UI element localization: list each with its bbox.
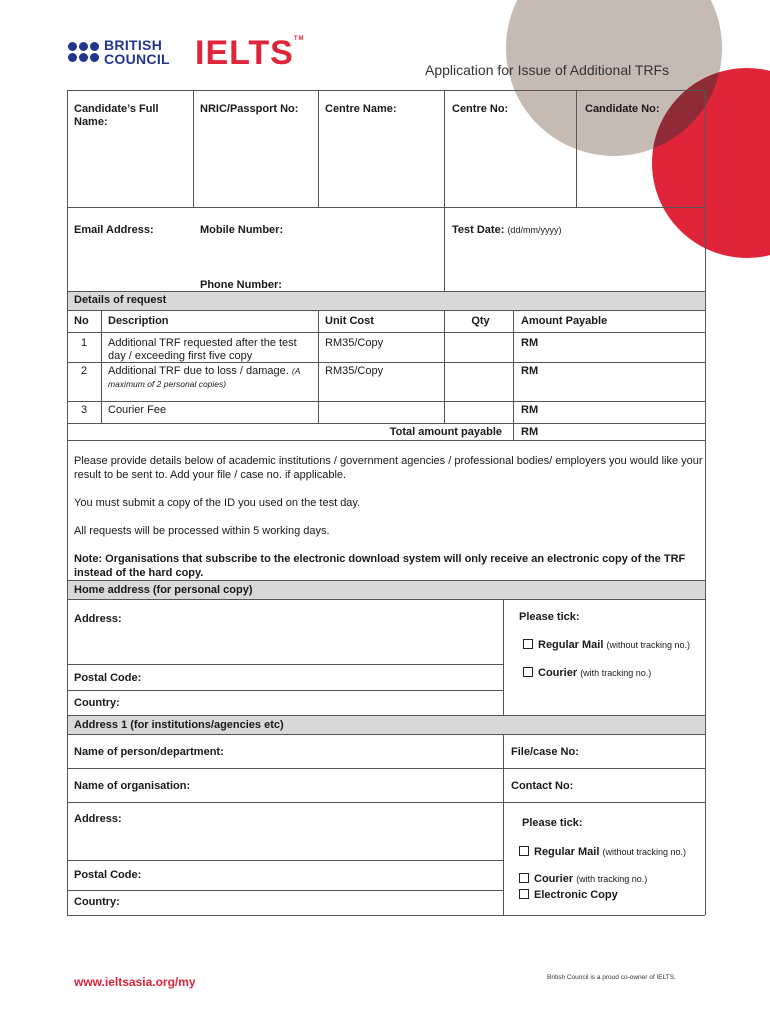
grid-line-vertical bbox=[318, 310, 319, 423]
row-2-description bbox=[108, 365, 308, 391]
institution-country-label: Country: bbox=[74, 896, 120, 908]
grid-line-horizontal bbox=[67, 599, 705, 600]
grid-line-vertical bbox=[67, 90, 68, 915]
grid-line-vertical bbox=[318, 90, 319, 207]
home-address-title: Home address (for personal copy) bbox=[74, 584, 253, 596]
british-council-logo bbox=[68, 38, 170, 66]
test-date-format: (dd/mm/yyyy) bbox=[507, 225, 562, 235]
ielts-logo bbox=[195, 34, 305, 73]
grid-line-vertical bbox=[101, 310, 102, 423]
institution-option-electronic-copy[interactable] bbox=[519, 889, 699, 902]
details-of-request-title: Details of request bbox=[74, 294, 167, 306]
grid-line-vertical bbox=[193, 90, 194, 207]
row-1-no: 1 bbox=[80, 337, 88, 349]
institution-postal-code-label: Postal Code: bbox=[74, 869, 142, 881]
grid-line-horizontal bbox=[67, 715, 705, 716]
row-1-amount: RM bbox=[521, 337, 539, 349]
centre-name-label: Centre Name: bbox=[325, 103, 397, 115]
candidate-no-label: Candidate No: bbox=[585, 103, 660, 115]
grid-line-horizontal bbox=[67, 310, 705, 311]
institution-please-tick-label: Please tick: bbox=[522, 817, 583, 829]
grid-line-horizontal bbox=[67, 440, 705, 441]
grid-line-horizontal bbox=[67, 423, 705, 424]
institution-address-label: Address: bbox=[74, 813, 122, 825]
checkbox-icon[interactable] bbox=[519, 846, 529, 856]
home-address-label: Address: bbox=[74, 613, 122, 625]
checkbox-icon[interactable] bbox=[523, 639, 533, 649]
row-3-no: 3 bbox=[80, 404, 88, 416]
checkbox-icon[interactable] bbox=[523, 667, 533, 677]
document-title: Application for Issue of Additional TRFs bbox=[425, 62, 670, 78]
footer-co-owner-note: British Council is a proud co-owner of IELTS. bbox=[547, 974, 676, 981]
grid-line-horizontal bbox=[67, 580, 705, 581]
institution-option-courier-label: Courier bbox=[534, 873, 574, 885]
institution-option-electronic-copy-label: Electronic Copy bbox=[534, 889, 618, 901]
test-date-label bbox=[452, 224, 561, 237]
grid-line-horizontal bbox=[67, 401, 705, 402]
home-option-regular-mail-label: Regular Mail bbox=[538, 639, 604, 651]
home-option-courier-note: (with tracking no.) bbox=[580, 668, 652, 678]
row-2-unit-cost: RM35/Copy bbox=[325, 365, 384, 377]
home-option-regular-mail-note: (without tracking no.) bbox=[606, 640, 691, 650]
grid-line-horizontal bbox=[67, 915, 705, 916]
grid-line-horizontal bbox=[67, 890, 503, 891]
row-3-description: Courier Fee bbox=[108, 404, 167, 416]
home-option-courier-label: Courier bbox=[538, 667, 578, 679]
grid-line-horizontal bbox=[67, 802, 705, 803]
row-2-amount: RM bbox=[521, 365, 539, 377]
row-1-description: Additional TRF requested after the test day / exceeding first five copy bbox=[108, 337, 297, 362]
processing-time-note: All requests will be processed within 5 working days. bbox=[74, 525, 330, 537]
row-3-amount: RM bbox=[521, 404, 539, 416]
institution-option-courier[interactable] bbox=[519, 873, 699, 886]
institution-option-regular-mail-label: Regular Mail bbox=[534, 846, 600, 858]
grid-line-vertical bbox=[705, 90, 706, 915]
ielts-trademark: TM bbox=[293, 36, 305, 42]
british-council-dots-icon bbox=[68, 42, 99, 62]
grid-line-horizontal bbox=[67, 690, 503, 691]
phone-number-label: Phone Number: bbox=[200, 279, 282, 291]
nric-passport-label: NRIC/Passport No: bbox=[200, 103, 299, 115]
instructions-paragraph: Please provide details below of academic institutions / government agencies / professional bodies/ employers you would like your result to be sent to. Add your file / case no. if applicable. bbox=[74, 455, 703, 481]
home-postal-code-label: Postal Code: bbox=[74, 672, 142, 684]
col-header-no: No bbox=[74, 315, 89, 327]
institution-address-title: Address 1 (for institutions/agencies etc) bbox=[74, 719, 284, 731]
total-amount-label: Total amount payable bbox=[389, 426, 502, 438]
institution-option-regular-mail[interactable] bbox=[519, 846, 699, 859]
home-please-tick-label: Please tick: bbox=[519, 611, 580, 623]
grid-line-vertical bbox=[576, 90, 577, 207]
checkbox-icon[interactable] bbox=[519, 889, 529, 899]
mobile-number-label: Mobile Number: bbox=[200, 224, 284, 236]
grid-line-horizontal bbox=[67, 734, 705, 735]
home-country-label: Country: bbox=[74, 697, 120, 709]
row-2-no: 2 bbox=[80, 365, 88, 377]
decorative-circle-overlap bbox=[652, 68, 770, 258]
grid-line-vertical bbox=[444, 90, 445, 291]
grid-line-horizontal bbox=[67, 90, 705, 91]
grid-line-horizontal bbox=[67, 860, 503, 861]
candidate-full-name-label: Candidate’s Full Name: bbox=[74, 103, 159, 128]
institution-option-courier-note: (with tracking no.) bbox=[576, 874, 648, 884]
grid-line-vertical bbox=[503, 734, 504, 915]
file-case-no-label: File/case No: bbox=[511, 746, 579, 758]
grid-line-horizontal bbox=[67, 332, 705, 333]
row-2-description-text: Additional TRF due to loss / damage. bbox=[108, 365, 289, 377]
grid-line-vertical bbox=[503, 599, 504, 715]
organisation-name-label: Name of organisation: bbox=[74, 780, 191, 792]
person-department-label: Name of person/department: bbox=[74, 746, 224, 758]
centre-no-label: Centre No: bbox=[452, 103, 509, 115]
grid-line-horizontal bbox=[67, 207, 705, 208]
id-requirement-note: You must submit a copy of the ID you used on the test day. bbox=[74, 497, 361, 509]
grid-line-horizontal bbox=[67, 664, 503, 665]
test-date-label-text: Test Date: bbox=[452, 224, 505, 236]
home-option-courier[interactable] bbox=[523, 667, 703, 680]
grid-line-horizontal bbox=[67, 291, 705, 292]
col-header-qty: Qty bbox=[471, 315, 490, 327]
checkbox-icon[interactable] bbox=[519, 873, 529, 883]
british-council-wordmark: BRITISH COUNCIL bbox=[104, 37, 170, 67]
total-amount-value: RM bbox=[521, 426, 539, 438]
row-1-unit-cost: RM35/Copy bbox=[325, 337, 384, 349]
col-header-unit-cost: Unit Cost bbox=[325, 315, 374, 327]
row-2-note: (A maximum of 2 personal copies) bbox=[108, 366, 301, 389]
contact-no-label: Contact No: bbox=[511, 780, 574, 792]
footer-website-link[interactable]: www.ieltsasia.org/my bbox=[74, 975, 196, 989]
col-header-description: Description bbox=[108, 315, 169, 327]
grid-line-vertical bbox=[513, 310, 514, 440]
electronic-download-note: Note: Organisations that subscribe to the electronic download system will only receive an electronic copy of the TRF instead of the hard copy. bbox=[74, 553, 686, 579]
ielts-wordmark: IELTS bbox=[195, 34, 294, 72]
institution-option-regular-mail-note: (without tracking no.) bbox=[602, 847, 687, 857]
home-option-regular-mail[interactable] bbox=[523, 639, 703, 652]
grid-line-horizontal bbox=[67, 768, 705, 769]
col-header-amount-payable: Amount Payable bbox=[521, 315, 608, 327]
email-address-label: Email Address: bbox=[74, 224, 154, 236]
